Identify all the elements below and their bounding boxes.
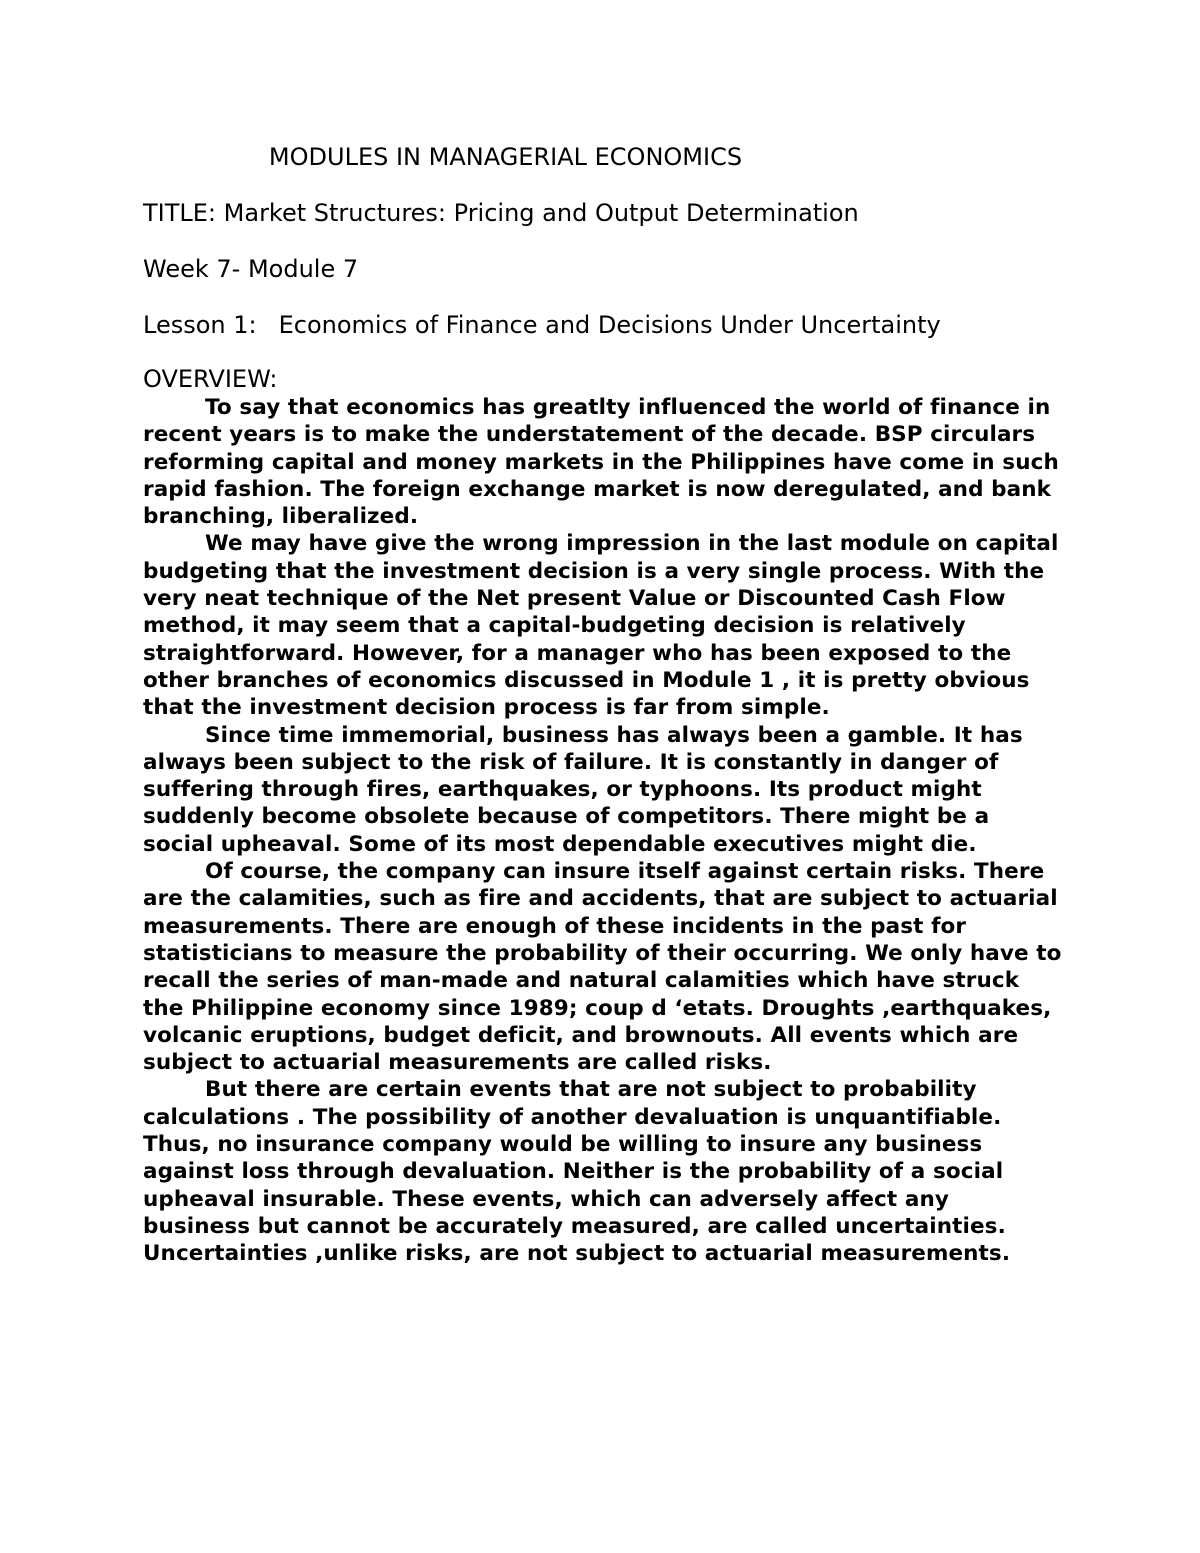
document-heading: MODULES IN MANAGERIAL ECONOMICS — [268, 143, 743, 171]
overview-paragraph-2: We may have give the wrong impression in the last module on capital budgeting that the investment decision is a very single process. With the very neat technique of the Net present Value or Discounted Cash Flow method, it may seem that a capital-budgeting decision is relatively straightforward. However, for a manager who has been exposed to the other branches of economics discussed in Module 1 , it is pretty obvious that the investment decision process is far from simple. — [143, 531, 1059, 721]
lesson-line — [143, 308, 1063, 342]
overview-paragraph-1: To say that economics has greatlty influenced the world of finance in recent years is to make the understatement of the decade. BSP circulars reforming capital and money markets in the Philippines have come in such rapid fashion. The foreign exchange market is now deregulated, and bank branching, liberalized. — [143, 395, 1059, 530]
overview-paragraph-4: Of course, the company can insure itself against certain risks. There are the calamities, such as fire and accidents, that are subject to actuarial measurements. There are enough of these incidents in the past for statisticians to measure the probability of their occurring. We only have to recall the series of man-made and natural calamities which have struck the Philippine economy since 1989; coup d ‘etats. Droughts ,earthquakes, volcanic eruptions, budget deficit, and brownouts. All events which are subject to actuarial measurements are called risks. — [143, 859, 1062, 1076]
overview-heading: OVERVIEW: — [143, 365, 278, 393]
overview-paragraph-3: Since time immemorial, business has always been a gamble. It has always been subject to the risk of failure. It is constantly in danger of suffering through fires, earthquakes, or typhoons. Its product might suddenly become obsolete because of competitors. There might be a social upheaval. Some of its most dependable executives might die. — [143, 722, 1023, 857]
lesson-title: Economics of Finance and Decisions Under Uncertainty — [278, 311, 941, 339]
week-line: Week 7- Module 7 — [143, 255, 359, 283]
overview-paragraph-5: But there are certain events that are not subject to probability calculations . The possibility of another devaluation is unquantifiable. Thus, no insurance company would be willing to insure any business against loss through devaluation. Neither is the probability of a social upheaval insurable. These events, which can adversely affect any business but cannot be accurately measured, are called uncertainties. Uncertainties ,unlike risks, are not subject to actuarial measurements. — [143, 1077, 1011, 1267]
document-page — [143, 140, 1063, 1268]
module-title-line: TITLE: Market Structures: Pricing and Output Determination — [143, 199, 859, 227]
lesson-label: Lesson 1: — [143, 311, 257, 339]
